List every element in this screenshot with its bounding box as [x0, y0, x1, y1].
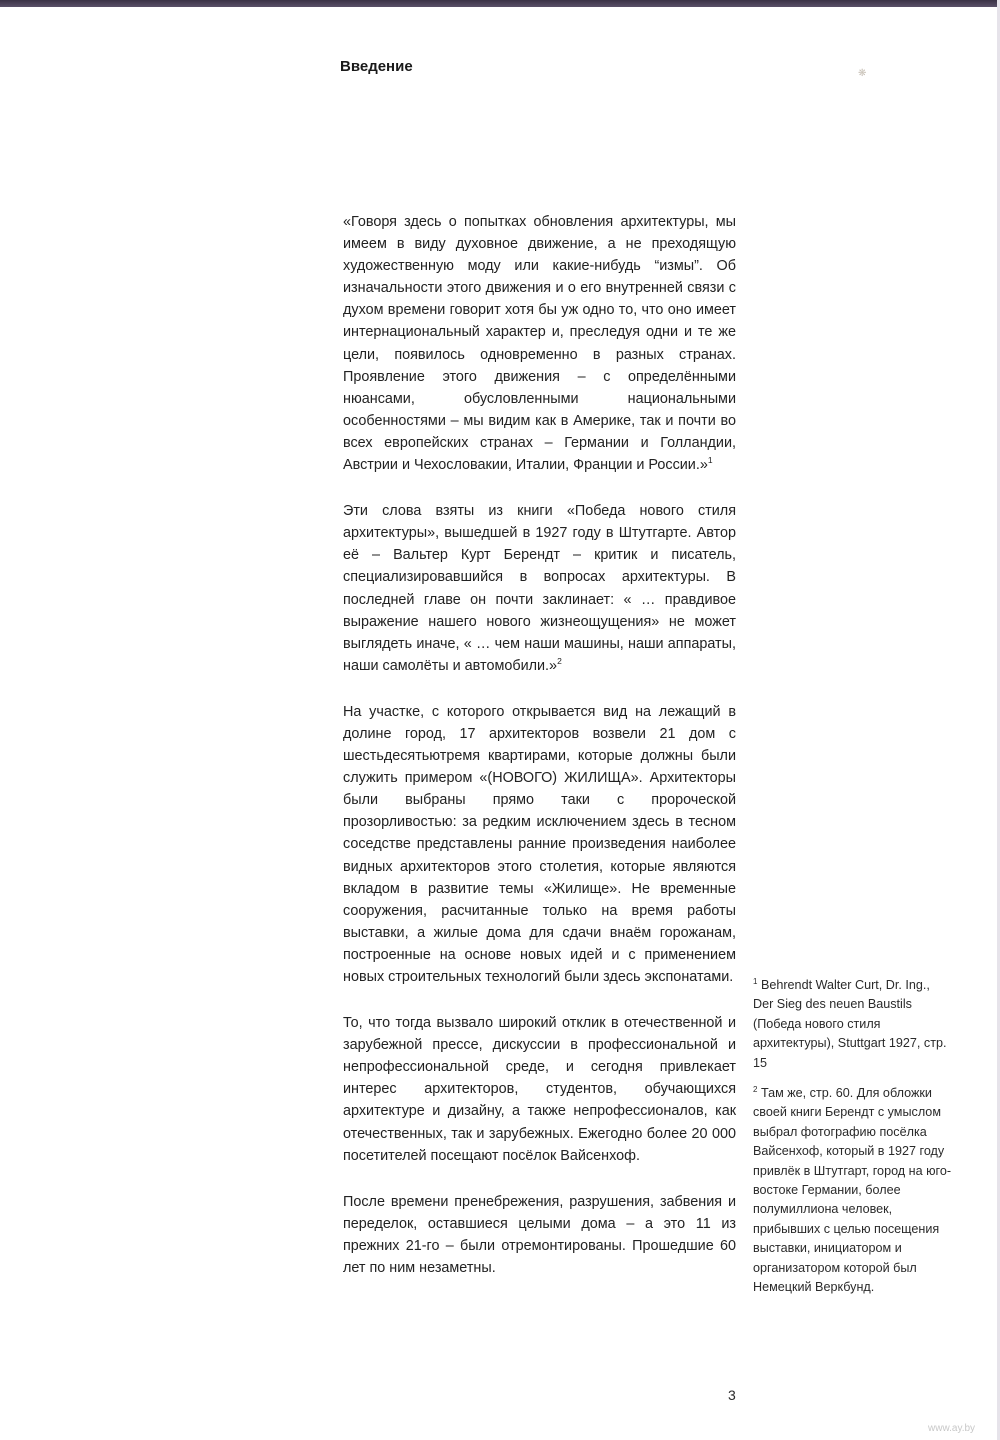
footnote-number: 1 [753, 976, 758, 986]
page-top-edge [0, 0, 1000, 7]
footnotes-column [753, 976, 953, 1309]
footnote-ref: 1 [707, 455, 713, 466]
footnote-1 [753, 976, 953, 1073]
paragraph-text: После времени пренебрежения, разрушения, забвения и переделок, оставшиеся целыми дома – а это 11 из прежних 21-го – были отремонтированы. Прошедшие 60 лет по ним незаметны. [343, 1193, 736, 1277]
paragraph-text: Эти слова взяты из книги «Победа нового стиля архитектуры», вышедшей в 1927 году в Штутгарте. Автор её – Вальтер Курт Берендт – критик и писатель, специализировавшийся в вопросах архитектуры. В последней главе он почти заклинает: « … правдивое выражение нашего нового жизнеощущения» не может выглядеть иначе, « … чем наши машины, наши аппараты, наши самолёты и автомобили.» [343, 503, 736, 674]
paragraph-restoration [343, 1191, 736, 1279]
paragraph-text: На участке, с которого открывается вид на лежащий в долине город, 17 архитекторов возвели 21 дом с шестьдесятьютремя квартирами, которые должны были служить примером «(НОВОГО) ЖИЛИЩА». Архитекторы были выбраны прямо таки с пророческой прозорливостью: за редким исключением здесь в тесном соседстве представлены ранние произведения наиболее видных архитекторов этого столетия, которые являются вкладом в развитие темы «Жилище». Не временные сооружения, расчитанные только на время работы выставки, а жилые дома для сдачи внаём горожанам, построенные на основе новых идей и с применением новых строительных технологий были здесь экспонатами. [343, 703, 736, 985]
page-heading: Введение [340, 58, 413, 75]
footnote-2 [753, 1084, 953, 1297]
paper-speck: ❋ [858, 68, 867, 79]
paragraph-text: То, что тогда вызвало широкий отклик в отечественной и зарубежной прессе, дискуссии в профессиональной и непрофессиональной среде, и сегодня привлекает интерес архитекторов, студентов, обучающихся архитектуре и дизайну, а также непрофессионалов, как отечественных, так и зарубежных. Ежегодно более 20 000 посетителей посещают посёлок Вайсенхоф. [343, 1015, 736, 1164]
paragraph-quote [343, 211, 736, 476]
footnote-number: 2 [753, 1084, 758, 1094]
page-number: 3 [728, 1387, 736, 1403]
main-text-column [343, 211, 736, 1303]
paragraph-site [343, 701, 736, 988]
footnote-ref: 2 [557, 655, 562, 666]
paragraph-text: «Говоря здесь о попытках обновления архитектуры, мы имеем в виду духовное движение, а не преходящую художественную моду или какие-нибудь “измы”. Об изначальности этого движения и о его внутренней связи с духом времени говорит хотя бы уж одно то, что оно имеет интернациональный характер и, преследуя одни и те же цели, появилось одновременно в разных странах. Проявление этого движения – с определёнными нюансами, обусловленными национальными особенностями – мы видим как в Америке, так и почти во всех европейских странах – Германии и Голландии, Австрии и Чехословакии, Италии, Франции и России.» [343, 214, 736, 474]
footnote-text: Там же, стр. 60. Для обложки своей книги Берендт с умыслом выбрал фотографию посёлка Вайсенхоф, который в 1927 году привлёк в Штутгарт, город на юго-востоке Германии, более полумиллиона человек, прибывших с целью посещения выставки, инициатором и организатором которой был Немецкий Веркбунд. [753, 1086, 952, 1295]
paragraph-book-source [343, 500, 736, 677]
paragraph-response [343, 1012, 736, 1167]
watermark: www.ay.by [928, 1423, 976, 1434]
footnote-text: Behrendt Walter Curt, Dr. Ing., Der Sieg des neuen Baustils (Победа нового стиля архитектуры), Stuttgart 1927, стр. 15 [753, 978, 947, 1070]
